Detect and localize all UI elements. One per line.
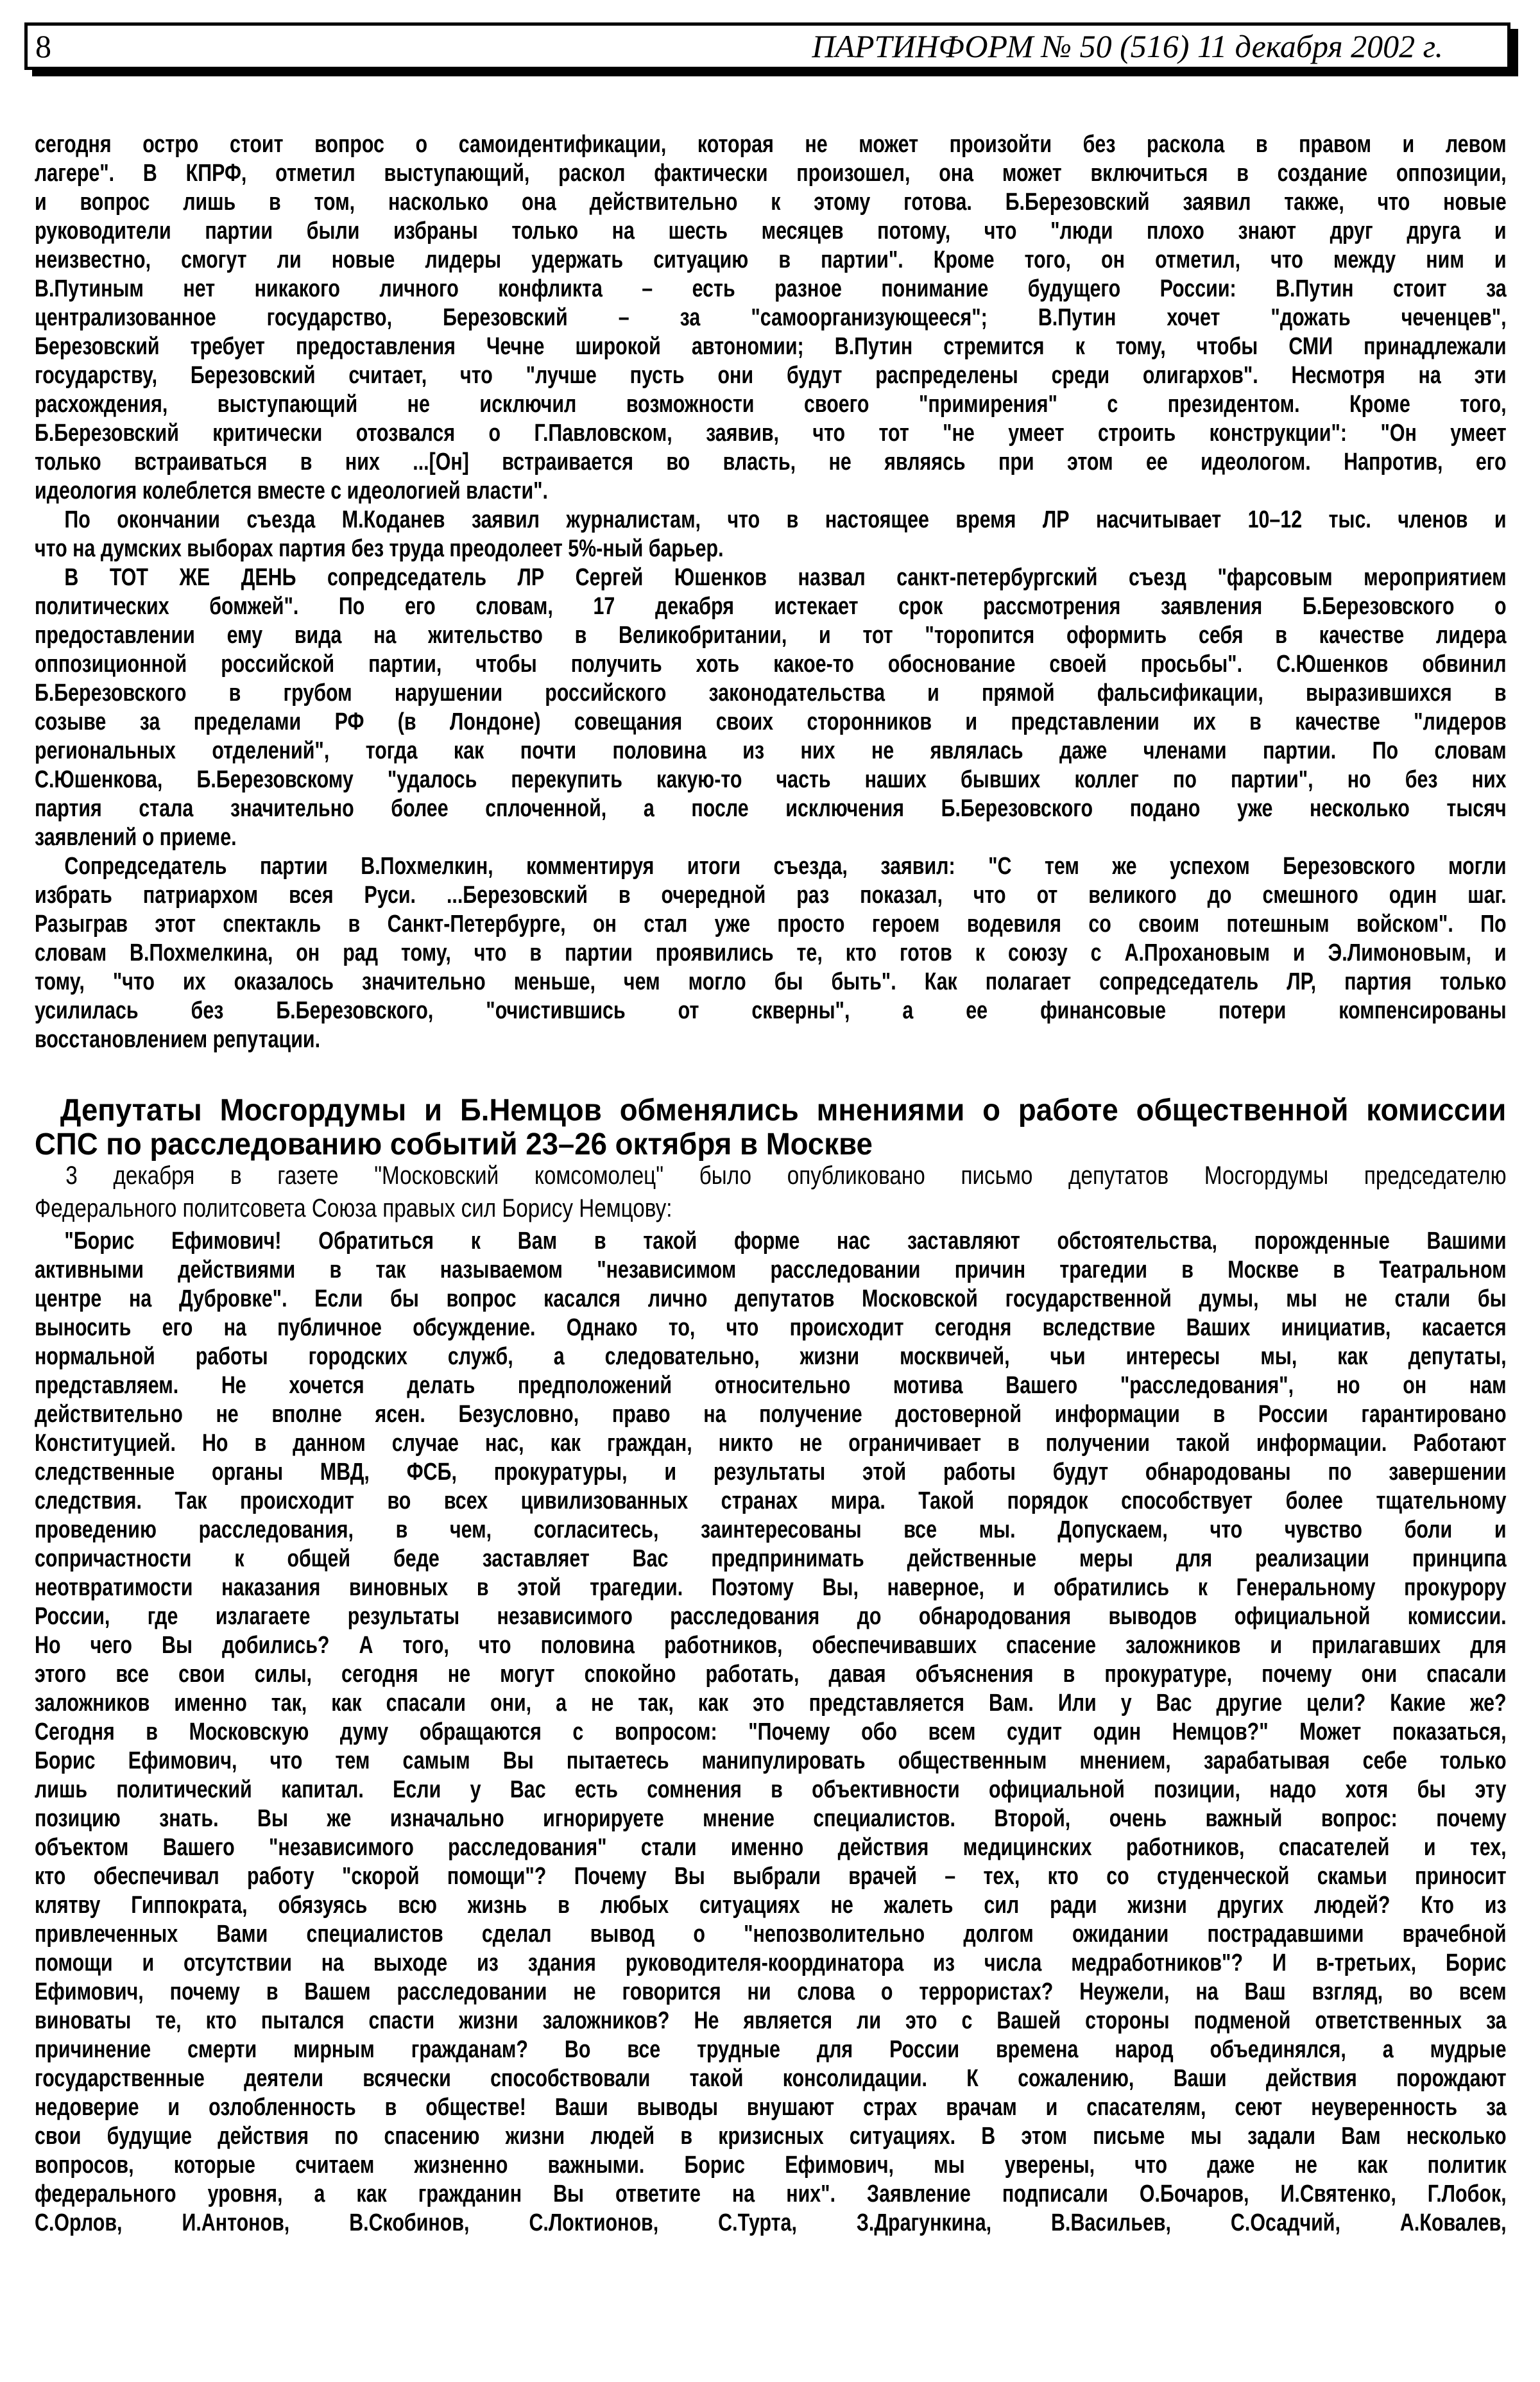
paragraph — [35, 506, 1507, 563]
letter-line: действительно не вполне ясен. Безусловно, право на получение достоверной информации в России гарантировано — [35, 1401, 1507, 1428]
text-line: созыве за пределами РФ (в Лондоне) совещания своих сторонников и представлении их в качестве "лидеров — [35, 708, 1507, 735]
letter-line: Ефимович, почему в Вашем расследовании не говорится ни слова о террористах? Неужели, на Ваш взгляд, во всем — [35, 1978, 1507, 2005]
letter-line: выносить его на публичное обсуждение. Однако то, что происходит сегодня вследствие Ваших инициатив, касается — [35, 1314, 1507, 1341]
letter-line: С.Орлов, И.Антонов, В.Скобинов, С.Локтионов, С.Турта, З.Драгункина, В.Васильев, С.Осадчий, А.Ковалев, — [35, 2209, 1507, 2236]
letter-line: следственные органы МВД, ФСБ, прокуратуры, и результаты этой работы будут обнародованы по завершении — [35, 1459, 1507, 1486]
text-line: расхождения, выступающий не исключил возможности своего "примирения" с президентом. Кроме того, — [35, 391, 1507, 418]
article-continued — [35, 130, 1507, 1054]
text-line: Б.Березовский критически отозвался о Г.Павловском, заявив, что тот "не умеет строить конструкции": "Он умеет — [35, 420, 1507, 447]
text-line: и вопрос лишь в том, насколько она действительно к этому готова. Б.Березовский заявил также, что новые — [35, 189, 1507, 216]
text-line: Разыграв этот спектакль в Санкт-Петербурге, он стал уже просто героем водевиля со своим потешным войском". По — [35, 911, 1507, 938]
letter-line: недоверие и озлобленность в обществе! Ваши выводы внушают страх врачам и спасателям, сеют неуверенность за — [35, 2094, 1507, 2121]
letter-line: неотвратимости наказания виновных в этой трагедии. Поэтому Вы, наверное, и обратились к Генеральному прокурору — [35, 1574, 1507, 1601]
text-line: идеология колеблется вместе с идеологией власти". — [35, 477, 548, 504]
article-headline — [35, 1093, 1507, 1161]
headline-line: Депутаты Мосгордумы и Б.Немцов обменялись мнениями о работе общественной комиссии — [60, 1093, 1507, 1127]
letter-line: свои будущие действия по спасению жизни людей в кризисных ситуациях. В этом письме мы задали Вам несколько — [35, 2123, 1507, 2150]
text-line: неизвестно, смогут ли новые лидеры удержать ситуацию в партии". Кроме того, он отметил, что между ним и — [35, 246, 1507, 273]
text-line: Березовский требует предоставления Чечне широкой автономии; В.Путин стремится к тому, чтобы СМИ принадлежали — [35, 333, 1507, 360]
letter-line: Сегодня в Московскую думу обращаются с вопросом: "Почему обо всем судит один Немцов?" Может показаться, — [35, 1718, 1507, 1745]
open-letter-text — [35, 1227, 1507, 2238]
letter-line: центре на Дубровке". Если бы вопрос касался лично депутатов Московской государственной думы, мы не стали бы — [35, 1285, 1507, 1312]
text-line: усилилась без Б.Березовского, "очистившись от скверны", а ее финансовые потери компенсированы — [35, 997, 1507, 1024]
text-line: В ТОТ ЖЕ ДЕНЬ сопредседатель ЛР Сергей Юшенков назвал санкт-петербургский съезд "фарсовым мероприятием — [64, 564, 1507, 591]
paragraph — [35, 563, 1507, 852]
text-line: оппозиционной российской партии, чтобы получить хоть какое-то обоснование своей просьбы". С.Юшенков обвинил — [35, 651, 1507, 678]
paragraph — [35, 130, 1507, 506]
text-line: руководители партии были избраны только на шесть месяцев потому, что "люди плохо знают друг друга и — [35, 218, 1507, 244]
text-line: государству, Березовский считает, что "лучше пусть они будут распределены среди олигархов". Несмотря на эти — [35, 362, 1507, 389]
letter-line: привлеченных Вами специалистов сделал вывод о "непозволительно долгом ожидании пострадавшими врачебной — [35, 1921, 1507, 1948]
text-line: словам В.Похмелкина, он рад тому, что в партии проявились те, кто готов к союзу с А.Прохановым и Э.Лимоновым, и — [35, 939, 1507, 966]
text-line: Б.Березовского в грубом нарушении российского законодательства и прямой фальсификации, выразившихся в — [35, 680, 1507, 707]
letter-line: этого все свои силы, сегодня не могут спокойно работать, давая объяснения в прокуратуре, почему они спасали — [35, 1661, 1507, 1688]
text-line: тому, "что их оказалось значительно меньше, чем могло бы быть". Как полагает сопредседатель ЛР, партия только — [35, 968, 1507, 995]
page-header — [24, 22, 1510, 70]
letter-line: Борис Ефимович, что тем самым Вы пытаетесь манипулировать общественным мнением, зарабатывая себе только — [35, 1747, 1507, 1774]
intro-line: Федерального политсовета Союза правых сил Борису Немцову: — [35, 1194, 672, 1222]
letter-line: сопричастности к общей беде заставляет Вас предпринимать действенные меры для реализации принципа — [35, 1545, 1507, 1572]
article-intro — [35, 1160, 1507, 1225]
text-line: региональных отделений", тогда как почти половина из них не являлась даже членами партии. По словам — [35, 737, 1507, 764]
text-line: политических бомжей". По его словам, 17 декабря истекает срок рассмотрения заявления Б.Березовского о — [35, 593, 1507, 620]
text-line: С.Юшенкова, Б.Березовскому "удалось перекупить какую-то часть наших бывших коллег по партии", но без них — [35, 766, 1507, 793]
headline-line: СПС по расследованию событий 23–26 октября в Москве — [35, 1127, 873, 1161]
letter-line: Конституцией. Но в данном случае нас, как граждан, никто не ограничивает в получении такой информации. Работают — [35, 1430, 1507, 1457]
text-line: что на думских выборах партия без труда преодолеет 5%-ный барьер. — [35, 535, 724, 562]
letter-line: федерального уровня, а как гражданин Вы ответите на них". Заявление подписали О.Бочаров, И.Святенко, Г.Лобок, — [35, 2181, 1507, 2207]
text-line: заявлений о приеме. — [35, 824, 237, 851]
intro-line: 3 декабря в газете "Московский комсомолец" было опубликовано письмо депутатов Мосгордумы председателю — [65, 1161, 1507, 1190]
letter-line: виноваты те, кто пытался спасти жизни заложников? Не является ли это с Вашей стороны подменой ответственных за — [35, 2007, 1507, 2034]
text-line: партия стала значительно более сплоченной, а после исключения Б.Березовского подано уже несколько тысяч — [35, 795, 1507, 822]
letter-line: представляем. Не хочется делать предположений относительно мотива Вашего "расследования", но он нам — [35, 1372, 1507, 1399]
paragraph — [35, 852, 1507, 1054]
letter-line: лишь политический капитал. Если у Вас есть сомнения в объективности официальной позиции, надо хотя бы эту — [35, 1776, 1507, 1803]
text-line: В.Путиным нет никакого личного конфликта – есть разное понимание будущего России: В.Путин стоит за — [35, 275, 1507, 302]
text-line: Сопредседатель партии В.Похмелкин, комментируя итоги съезда, заявил: "С тем же успехом Березовского могли — [64, 853, 1507, 880]
text-line: лагере". В КПРФ, отметил выступающий, раскол фактически произошел, она может включиться в создание оппозиции, — [35, 160, 1507, 187]
letter-line: активными действиями в так называемом "независимом расследовании причин трагедии в Москве в Театральном — [35, 1256, 1507, 1283]
text-line: восстановлением репутации. — [35, 1026, 321, 1053]
letter-line: проведению расследования, в чем, согласитесь, заинтересованы все мы. Допускаем, что чувство боли и — [35, 1516, 1507, 1543]
text-line: только встраиваться в них ...[Он] встраивается во власть, не являясь при этом ее идеологом. Напротив, его — [35, 449, 1507, 476]
letter-line: заложников именно так, как спасали они, а не так, как это представляется Вам. Или у Вас другие цели? Какие же? — [35, 1690, 1507, 1717]
letter-line: следствия. Так происходит во всех цивилизованных странах мира. Такой порядок способствует более тщательному — [35, 1487, 1507, 1514]
letter-line: России, где излагаете результаты независимого расследования до обнародования выводов официальной комиссии. — [35, 1603, 1507, 1630]
page-number: 8 — [35, 28, 51, 64]
issue-title: ПАРТИНФОРМ № 50 (516) 11 декабря 2002 г. — [812, 28, 1443, 64]
letter-line: объектом Вашего "независимого расследования" стали именно действия медицинских работников, спасателей и тех, — [35, 1834, 1507, 1861]
text-line: централизованное государство, Березовский – за "самоорганизующееся"; В.Путин хочет "дожать чеченцев", — [35, 304, 1507, 331]
letter-line: Но чего Вы добились? А того, что половина работников, обеспечивавших спасение заложников и прилагавших для — [35, 1632, 1507, 1659]
text-line: избрать патриархом всея Руси. ...Березовский в очередной раз показал, что от великого до смешного один шаг. — [35, 882, 1507, 909]
letter-line: клятву Гиппократа, обязуясь всю жизнь в любых ситуациях не жалеть сил ради жизни других людей? Кто из — [35, 1892, 1507, 1919]
letter-line: нормальной работы городских служб, а следовательно, жизни москвичей, чьи интересы мы, как депутаты, — [35, 1343, 1507, 1370]
letter-line: вопросов, которые считаем жизненно важными. Борис Ефимович, мы уверены, что даже не как политик — [35, 2152, 1507, 2179]
letter-line: "Борис Ефимович! Обратиться к Вам в такой форме нас заставляют обстоятельства, порожденные Вашими — [64, 1228, 1507, 1255]
text-line: предоставлении ему вида на жительство в Великобритании, и тот "торопится оформить себя в качестве лидера — [35, 622, 1507, 649]
letter-line: позицию знать. Вы же изначально игнорируете мнение специалистов. Второй, очень важный вопрос: почему — [35, 1805, 1507, 1832]
letter-line: кто обеспечивал работу "скорой помощи"? Почему Вы выбрали врачей – тех, кто со студенческой скамьи приносит — [35, 1863, 1507, 1890]
text-line: По окончании съезда М.Коданев заявил журналистам, что в настоящее время ЛР насчитывает 10–12 тыс. членов и — [64, 506, 1507, 533]
text-line: сегодня остро стоит вопрос о самоидентификации, которая не может произойти без раскола в правом и левом — [35, 131, 1507, 158]
letter-line: государственные деятели всячески способствовали такой консолидации. К сожалению, Ваши действия порождают — [35, 2065, 1507, 2092]
letter-line: причинение смерти мирным гражданам? Во все трудные для России времена народ объединялся, а мудрые — [35, 2036, 1507, 2063]
letter-line: помощи и отсутствии на выходе из здания руководителя-координатора из числа медработников"? И в-третьих, Борис — [35, 1949, 1507, 1976]
